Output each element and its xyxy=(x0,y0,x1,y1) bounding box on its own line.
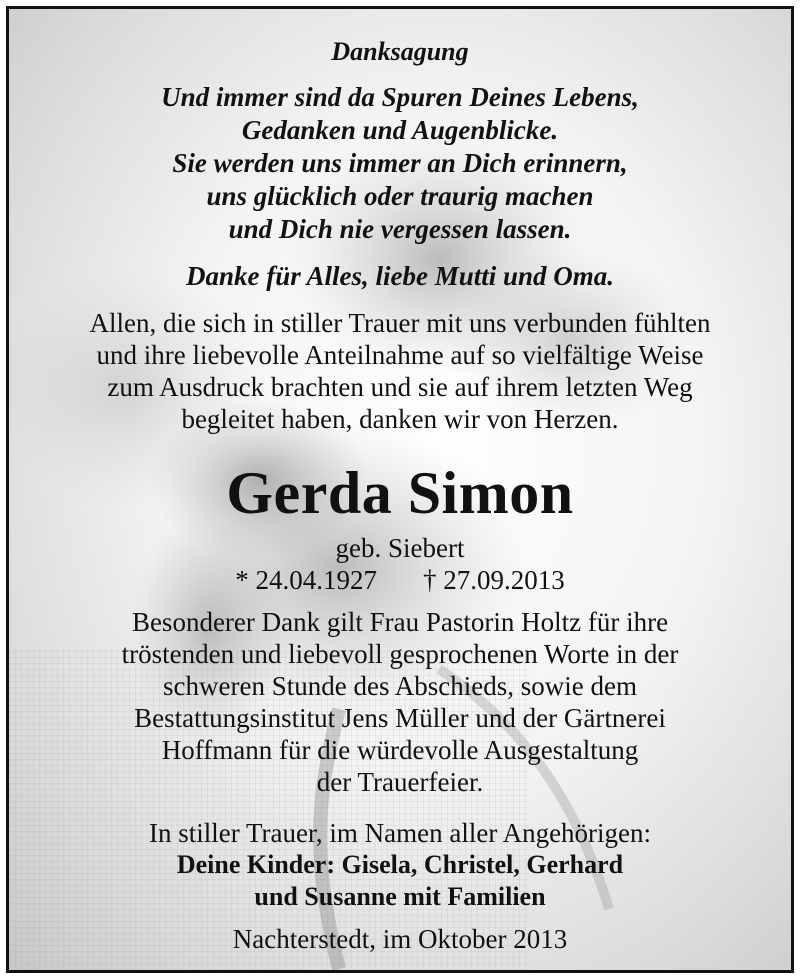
life-dates xyxy=(9,565,791,596)
thanks-line: Danke für Alles, liebe Mutti und Oma. xyxy=(185,261,615,291)
paragraph-line: der Trauerfeier. xyxy=(316,767,484,797)
poem-line: Und immer sind da Spuren Deines Lebens, xyxy=(161,82,639,112)
poem-line: und Dich nie vergessen lassen. xyxy=(228,214,572,244)
family-line: und Susanne mit Familien xyxy=(254,882,546,911)
poem-line: uns glücklich oder traurig machen xyxy=(206,181,594,211)
paragraph-line: zum Ausdruck brachten und sie auf ihrem letzten Weg xyxy=(107,372,693,402)
closing-line: In stiller Trauer, im Namen aller Angehörigen: xyxy=(148,818,652,848)
paragraph-line: schweren Stunde des Abschieds, sowie dem xyxy=(163,671,637,701)
birth-name: geb. Siebert xyxy=(335,533,465,563)
paragraph-line: Besonderer Dank gilt Frau Pastorin Holtz für ihre xyxy=(131,607,669,637)
paragraph-line: und ihre liebevolle Anteilnahme auf so vielfältige Weise xyxy=(96,340,704,370)
poem-line: Gedanken und Augenblicke. xyxy=(241,115,559,145)
birth-date: * 24.04.1927 xyxy=(235,565,377,595)
notice-heading: Danksagung xyxy=(331,37,469,66)
death-date: † 27.09.2013 xyxy=(423,565,565,595)
paragraph-line: begleitet haben, danken wir von Herzen. xyxy=(181,404,619,434)
obituary-notice xyxy=(6,6,794,973)
poem-line: Sie werden uns immer an Dich erinnern, xyxy=(172,148,628,178)
paragraph-line: Allen, die sich in stiller Trauer mit uns verbunden fühlten xyxy=(89,308,711,338)
paragraph-line: Hoffmann für die würdevolle Ausgestaltung xyxy=(161,735,639,765)
family-signature xyxy=(9,849,791,913)
thanks-paragraph xyxy=(9,307,791,435)
memorial-poem xyxy=(9,81,791,246)
family-line: Deine Kinder: Gisela, Christel, Gerhard xyxy=(176,850,624,879)
place-date: Nachterstedt, im Oktober 2013 xyxy=(232,924,568,954)
paragraph-line: Bestattungsinstitut Jens Müller und der Gärtnerei xyxy=(134,703,666,733)
special-thanks-paragraph xyxy=(9,606,791,798)
paragraph-line: tröstenden und liebevoll gesprochenen Worte in der xyxy=(121,639,679,669)
deceased-name: Gerda Simon xyxy=(226,460,574,526)
